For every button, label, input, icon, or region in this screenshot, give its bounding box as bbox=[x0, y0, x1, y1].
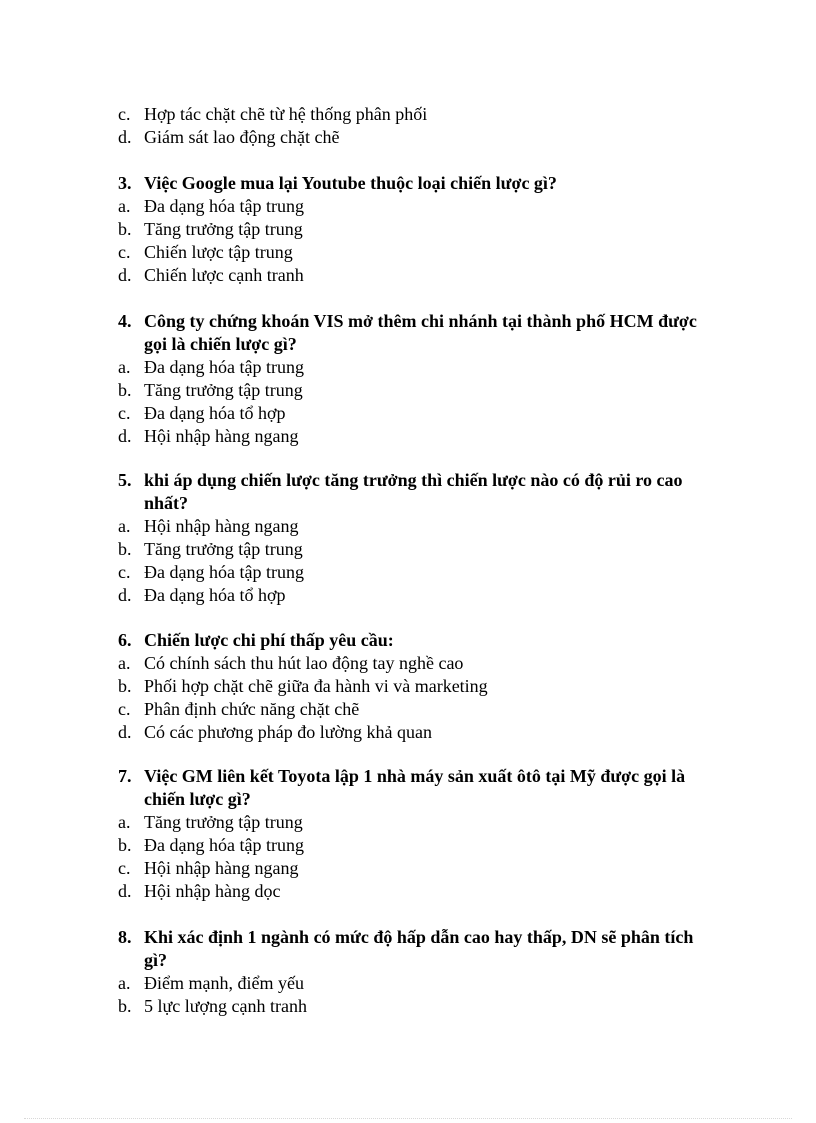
option-text: Phối hợp chặt chẽ giữa đa hành vi và marketing bbox=[144, 676, 488, 696]
question-number: 5. bbox=[118, 470, 132, 490]
option-c bbox=[118, 241, 718, 264]
option-a bbox=[118, 972, 718, 995]
option-text: Đa dạng hóa tổ hợp bbox=[144, 403, 286, 423]
option-b bbox=[118, 218, 718, 241]
question-title bbox=[118, 926, 718, 972]
option-text: Giám sát lao động chặt chẽ bbox=[144, 127, 340, 147]
option-d bbox=[118, 425, 718, 448]
question-4 bbox=[118, 310, 718, 448]
option-d bbox=[118, 126, 718, 149]
option-letter: b. bbox=[118, 835, 132, 855]
option-letter: d. bbox=[118, 265, 132, 285]
option-letter: a. bbox=[118, 196, 131, 216]
option-letter: b. bbox=[118, 539, 132, 559]
option-text: Đa dạng hóa tập trung bbox=[144, 357, 304, 377]
option-b bbox=[118, 995, 718, 1018]
option-text: Điểm mạnh, điểm yếu bbox=[144, 973, 304, 993]
option-b bbox=[118, 379, 718, 402]
option-text: Hội nhập hàng ngang bbox=[144, 426, 299, 446]
option-b bbox=[118, 538, 718, 561]
option-a bbox=[118, 195, 718, 218]
option-text: Tăng trưởng tập trung bbox=[144, 380, 303, 400]
option-c bbox=[118, 402, 718, 425]
question-8 bbox=[118, 926, 718, 1018]
option-text: Chiến lược cạnh tranh bbox=[144, 265, 304, 285]
option-d bbox=[118, 264, 718, 287]
option-letter: a. bbox=[118, 653, 131, 673]
question-text: Chiến lược chi phí thấp yêu cầu: bbox=[144, 630, 394, 650]
option-text: Hợp tác chặt chẽ từ hệ thống phân phối bbox=[144, 104, 428, 124]
option-text: Có các phương pháp đo lường khả quan bbox=[144, 722, 432, 742]
option-letter: c. bbox=[118, 562, 131, 582]
option-a bbox=[118, 652, 718, 675]
option-letter: b. bbox=[118, 380, 132, 400]
option-letter: a. bbox=[118, 357, 131, 377]
option-letter: c. bbox=[118, 699, 131, 719]
option-text: Tăng trưởng tập trung bbox=[144, 539, 303, 559]
option-letter: d. bbox=[118, 881, 132, 901]
question-3 bbox=[118, 172, 718, 287]
question-title bbox=[118, 310, 718, 356]
option-c bbox=[118, 698, 718, 721]
question-5 bbox=[118, 469, 718, 607]
question-7 bbox=[118, 765, 718, 903]
question-title bbox=[118, 629, 718, 652]
option-letter: b. bbox=[118, 996, 132, 1016]
option-text: Tăng trưởng tập trung bbox=[144, 812, 303, 832]
option-a bbox=[118, 515, 718, 538]
question-text: Khi xác định 1 ngành có mức độ hấp dẫn cao hay thấp, DN sẽ phân tích gì? bbox=[144, 927, 694, 970]
option-text: Hội nhập hàng ngang bbox=[144, 516, 299, 536]
option-d bbox=[118, 584, 718, 607]
option-text: Đa dạng hóa tập trung bbox=[144, 562, 304, 582]
option-letter: c. bbox=[118, 858, 131, 878]
option-letter: b. bbox=[118, 676, 132, 696]
question-text: Việc Google mua lại Youtube thuộc loại chiến lược gì? bbox=[144, 173, 557, 193]
option-letter: b. bbox=[118, 219, 132, 239]
page-bottom-divider bbox=[24, 1118, 792, 1119]
option-letter: a. bbox=[118, 812, 131, 832]
option-letter: c. bbox=[118, 403, 131, 423]
option-b bbox=[118, 675, 718, 698]
option-text: Hội nhập hàng ngang bbox=[144, 858, 299, 878]
question-number: 7. bbox=[118, 766, 132, 786]
intro-options bbox=[118, 103, 718, 149]
option-letter: a. bbox=[118, 516, 131, 536]
option-d bbox=[118, 880, 718, 903]
option-d bbox=[118, 721, 718, 744]
option-letter: d. bbox=[118, 127, 132, 147]
option-b bbox=[118, 834, 718, 857]
option-a bbox=[118, 356, 718, 379]
question-number: 3. bbox=[118, 173, 132, 193]
option-c bbox=[118, 103, 718, 126]
question-number: 6. bbox=[118, 630, 132, 650]
option-text: Đa dạng hóa tổ hợp bbox=[144, 585, 286, 605]
question-text: Công ty chứng khoán VIS mở thêm chi nhánh tại thành phố HCM được gọi là chiến lược gì? bbox=[144, 311, 697, 354]
option-text: Tăng trưởng tập trung bbox=[144, 219, 303, 239]
question-title bbox=[118, 765, 718, 811]
option-text: Hội nhập hàng dọc bbox=[144, 881, 281, 901]
option-a bbox=[118, 811, 718, 834]
question-6 bbox=[118, 629, 718, 744]
option-text: 5 lực lượng cạnh tranh bbox=[144, 996, 307, 1016]
question-title bbox=[118, 469, 718, 515]
question-text: Việc GM liên kết Toyota lập 1 nhà máy sản xuất ôtô tại Mỹ được gọi là chiến lược gì? bbox=[144, 766, 686, 809]
option-letter: d. bbox=[118, 585, 132, 605]
option-letter: c. bbox=[118, 242, 131, 262]
option-text: Chiến lược tập trung bbox=[144, 242, 293, 262]
option-letter: d. bbox=[118, 722, 132, 742]
question-number: 4. bbox=[118, 311, 132, 331]
option-c bbox=[118, 561, 718, 584]
option-c bbox=[118, 857, 718, 880]
question-title bbox=[118, 172, 718, 195]
option-text: Đa dạng hóa tập trung bbox=[144, 196, 304, 216]
option-letter: d. bbox=[118, 426, 132, 446]
option-letter: c. bbox=[118, 104, 131, 124]
question-number: 8. bbox=[118, 927, 132, 947]
question-text: khi áp dụng chiến lược tăng trưởng thì chiến lược nào có độ rủi ro cao nhất? bbox=[144, 470, 683, 513]
option-letter: a. bbox=[118, 973, 131, 993]
option-text: Đa dạng hóa tập trung bbox=[144, 835, 304, 855]
option-text: Phân định chức năng chặt chẽ bbox=[144, 699, 360, 719]
option-text: Có chính sách thu hút lao động tay nghề cao bbox=[144, 653, 464, 673]
